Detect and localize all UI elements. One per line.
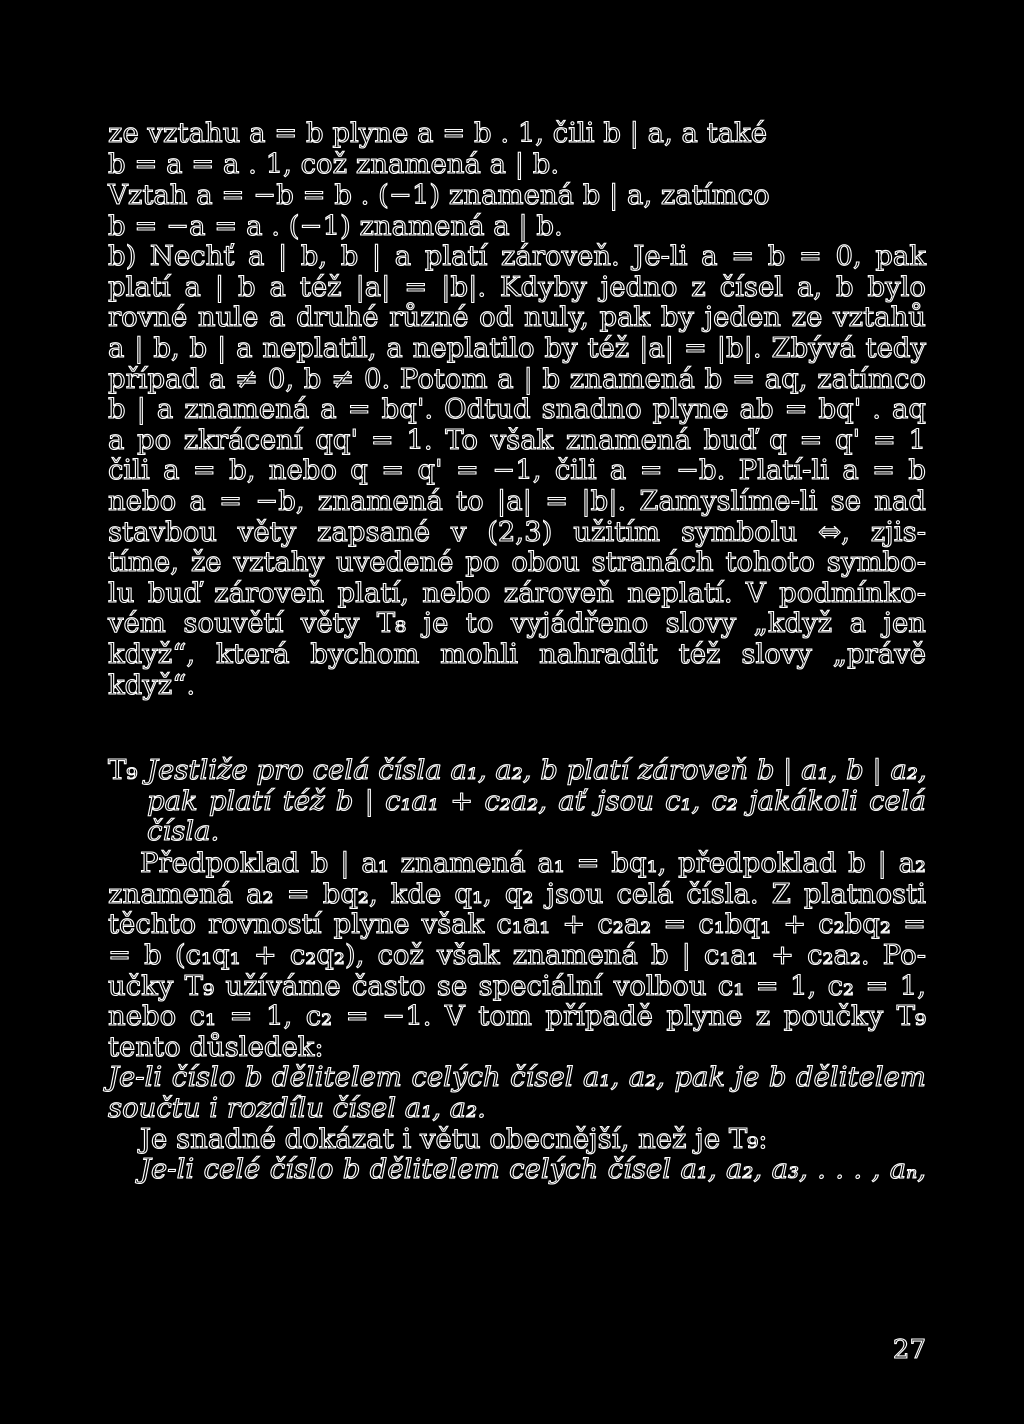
text-line: stavbou věty zapsané v (2,3) užitím symbolu ⇔, zjis- [108, 516, 926, 548]
text-line: čili a = b, nebo q = q' = −1, čili a = −b. Platí-li a = b [108, 454, 926, 486]
proof-line: = b (c₁q₁ + c₂q₂), což však znamená b | c₁a₁ + c₂a₂. Po- [108, 939, 926, 971]
proof-line: nebo c₁ = 1, c₂ = −1. V tom případě plyne z poučky T₉ [108, 1000, 926, 1032]
corollary-line: Je-li číslo b dělitelem celých čísel a₁, a₂, pak je b dělitelem [108, 1061, 926, 1093]
text-line: platí a | b a též |a| = |b|. Kdyby jedno z čísel a, b bylo [108, 271, 926, 303]
page-number: 27 [892, 1335, 926, 1365]
text-line: a po zkrácení qq' = 1. To však znamená buď q = q' = 1 [108, 424, 926, 456]
theorem-label: T₉ [108, 754, 138, 786]
text-line: b | a znamená a = bq'. Odtud snadno plyne ab = bq' . aq [108, 393, 926, 425]
proof-line: Předpoklad b | a₁ znamená a₁ = bq₁, předpoklad b | a₂ [140, 847, 926, 879]
text-line: b = −a = a . (−1) znamená a | b. [108, 210, 563, 242]
text-line: vém souvětí věty T₈ je to vyjádřeno slovy „když a jen [108, 607, 926, 639]
proof-line: tento důsledek: [108, 1031, 324, 1063]
text-line: když“, která bychom mohli nahradit též slovy „právě [108, 638, 926, 670]
text-line: a | b, b | a neplatil, a neplatilo by též |a| = |b|. Zbývá tedy [108, 332, 926, 364]
text-line: když“. [108, 669, 196, 701]
text-line: Je snadné dokázat i větu obecnější, než je T₉: [140, 1123, 768, 1155]
text-line: rovné nule a druhé různé od nuly, pak by jeden ze vztahů [108, 301, 926, 333]
text-line: b) Nechť a | b, b | a platí zároveň. Je-li a = b = 0, pak [108, 240, 926, 272]
text-line: b = a = a . 1, což znamená a | b. [108, 148, 560, 180]
proof-line: učky T₉ užíváme často se speciální volbou c₁ = 1, c₂ = 1, [108, 970, 926, 1002]
general-statement: Je-li celé číslo b dělitelem celých čísel a₁, a₂, a₃, . . . , aₙ, [140, 1153, 926, 1185]
theorem-line: Jestliže pro celá čísla a₁, a₂, b platí zároveň b | a₁, b | a₂, [147, 754, 927, 786]
proof-line: znamená a₂ = bq₂, kde q₁, q₂ jsou celá čísla. Z platnosti [108, 878, 926, 910]
proof-line: těchto rovností plyne však c₁a₁ + c₂a₂ = c₁bq₁ + c₂bq₂ = [108, 908, 926, 940]
theorem-line: čísla. [147, 815, 220, 847]
text-line: nebo a = −b, znamená to |a| = |b|. Zamyslíme-li se nad [108, 485, 926, 517]
theorem-line: pak platí též b | c₁a₁ + c₂a₂, ať jsou c₁, c₂ jakákoli celá [147, 785, 926, 817]
text-line: lu buď zároveň platí, nebo zároveň neplatí. V podmínko- [108, 577, 926, 609]
corollary-line: součtu i rozdílu čísel a₁, a₂. [108, 1092, 486, 1124]
text-line: případ a ≠ 0, b ≠ 0. Potom a | b znamená b = aq, zatímco [108, 363, 926, 395]
text-line: Vztah a = −b = b . (−1) znamená b | a, zatímco [108, 179, 770, 211]
text-line: ze vztahu a = b plyne a = b . 1, čili b | a, a také [108, 117, 768, 149]
text-line: tíme, že vztahy uvedené po obou stranách tohoto symbo- [108, 546, 926, 578]
